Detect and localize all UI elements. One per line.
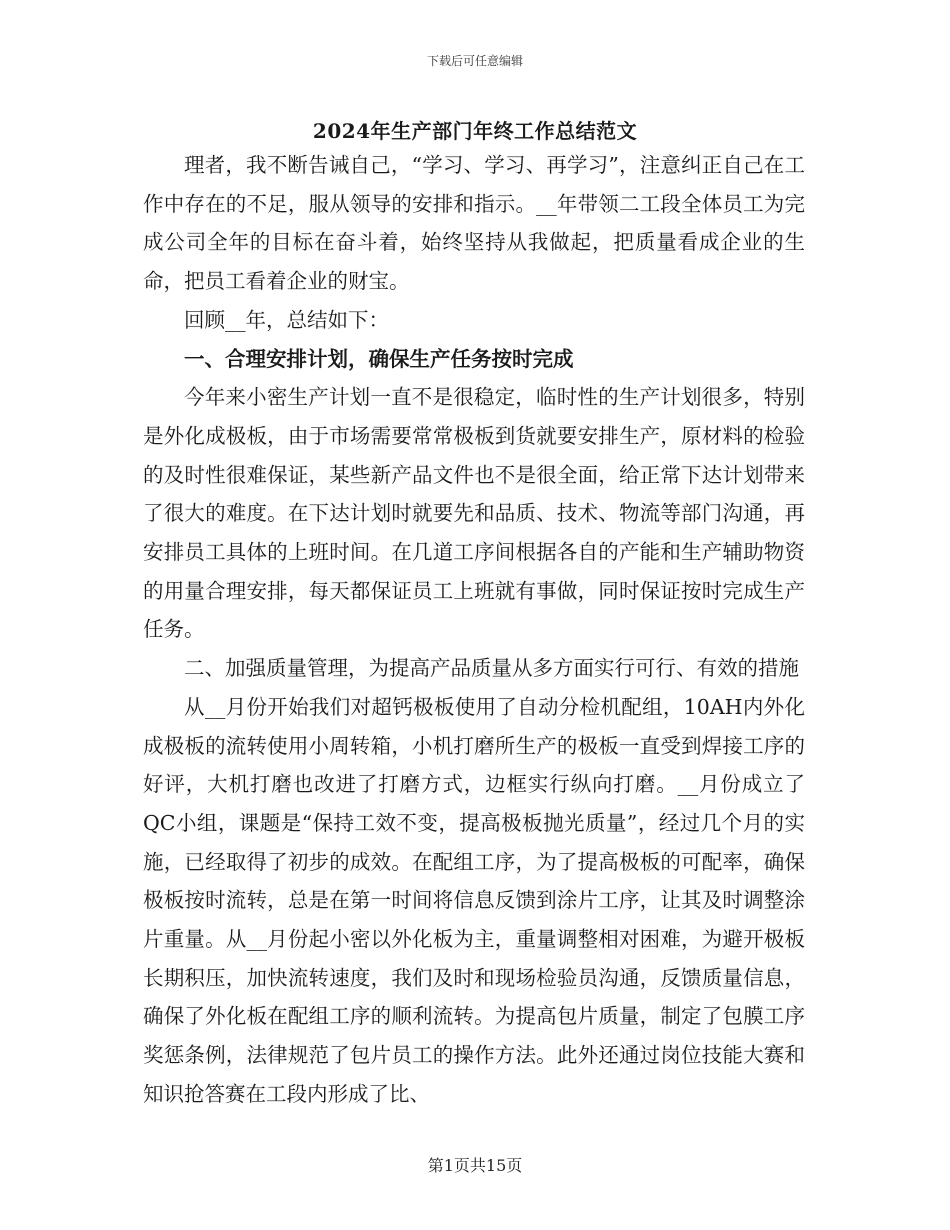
paragraph-intro: 理者，我不断告诫自己，“学习、学习、再学习”，注意纠正自己在工作中存在的不足，服从领导的安排和指示。__年带领二工段全体员工为完成公司全年的目标在奋斗着，始终坚持从我做起，把质量看成企业的生命，把员工看着企业的财宝。	[143, 153, 805, 294]
paragraph-section-2: 从__月份开始我们对超钙极板使用了自动分检机配组，10AH内外化成极板的流转使用小周转箱，小机打磨所生产的极板一直受到焊接工序的好评，大机打磨也改进了打磨方式，边框实行纵向打磨。__月份成立了QC小组，课题是“保持工效不变，提高极板抛光质量”，经过几个月的实施，已经取得了初步的成效。在配组工序，为了提高极板的可配率，确保极板按时流转，总是在第一时间将信息反馈到涂片工序，让其及时调整涂片重量。从__月份起小密以外化板为主，重量调整相对困难，为避开极板长期积压，加快流转速度，我们及时和现场检验员沟通，反馈质量信息，确保了外化板在配组工序的顺利流转。为提高包片质量，制定了包膜工序奖惩条例，法律规范了包片员工的操作方法。此外还通过岗位技能大赛和知识抢答赛在工段内形成了比、	[143, 694, 805, 1106]
page-header-note: 下载后可任意编辑	[426, 54, 523, 68]
paragraph-review: 回顾__年，总结如下：	[184, 307, 389, 332]
section-heading-1: 一、合理安排计划，确保生产任务按时完成	[184, 346, 574, 371]
document-title: 2024年生产部门年终工作总结范文	[312, 119, 638, 143]
paragraph-section-1: 今年来小密生产计划一直不是很稳定，临时性的生产计划很多，特别是外化成极板，由于市场需要常常极板到货就要安排生产，原材料的检验的及时性很难保证，某些新产品文件也不是很全面，给正常下达计划带来了很大的难度。在下达计划时就要先和品质、技术、物流等部门沟通，再安排员工具体的上班时间。在几道工序间根据各自的产能和生产辅助物资的用量合理安排，每天都保证员工上班就有事做，同时保证按时完成生产任务。	[143, 385, 805, 642]
page-number: 第1页共15页	[427, 1156, 523, 1175]
document-body	[143, 146, 805, 1114]
section-heading-2: 二、加强质量管理，为提高产品质量从多方面实行可行、有效的措施	[184, 656, 799, 681]
